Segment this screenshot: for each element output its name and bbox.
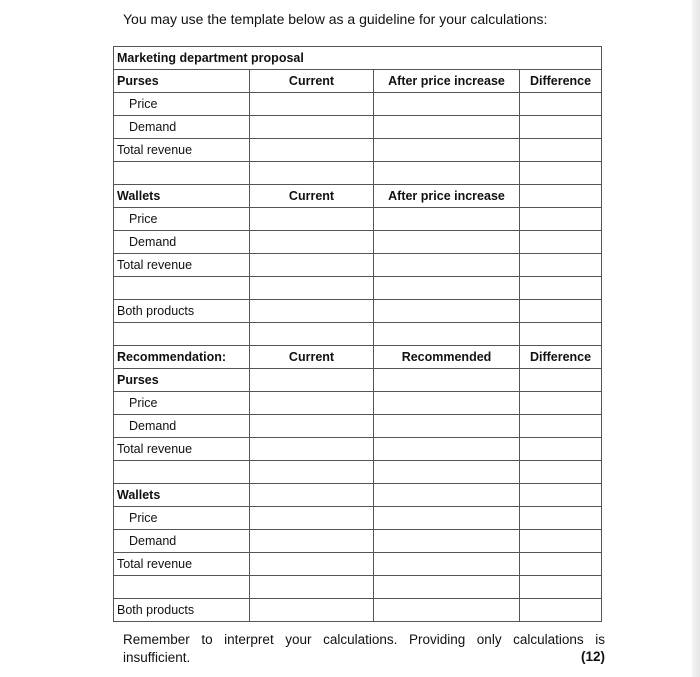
table-row [114,530,602,553]
table-cell[interactable] [250,392,374,415]
table-cell[interactable] [250,254,374,277]
table-row [114,300,602,323]
table-cell[interactable] [520,461,602,484]
calculation-template-table [113,46,602,622]
table-cell[interactable] [250,438,374,461]
table-cell[interactable] [520,484,602,507]
table-row [114,599,602,622]
table-row [114,484,602,507]
col-after-increase-header: After price increase [374,185,520,208]
page-edge-shadow [692,0,700,677]
col-current-header: Current [250,346,374,369]
row-label-demand: Demand [114,530,250,553]
table-cell[interactable] [374,507,520,530]
table-cell[interactable] [520,300,602,323]
table-cell[interactable] [250,553,374,576]
wallets-header: Wallets [114,484,250,507]
table-cell[interactable] [114,576,250,599]
table-cell[interactable] [374,323,520,346]
col-current-header: Current [250,70,374,93]
table-cell[interactable] [374,484,520,507]
col-after-increase-header: After price increase [374,70,520,93]
table-cell[interactable] [520,208,602,231]
table-cell[interactable] [250,139,374,162]
row-label-price: Price [114,208,250,231]
table-row [114,369,602,392]
purses-header: Purses [114,70,250,93]
table-cell[interactable] [114,277,250,300]
table-cell[interactable] [250,208,374,231]
table-cell[interactable] [520,162,602,185]
table-cell[interactable] [374,576,520,599]
table-row [114,185,602,208]
row-label-total-revenue: Total revenue [114,438,250,461]
table-cell[interactable] [374,139,520,162]
table-cell[interactable] [520,139,602,162]
table-cell[interactable] [520,277,602,300]
row-label-demand: Demand [114,116,250,139]
col-difference-header: Difference [520,70,602,93]
table-row [114,231,602,254]
table-row [114,576,602,599]
table-cell[interactable] [250,277,374,300]
table-cell[interactable] [250,576,374,599]
table-cell[interactable] [520,599,602,622]
table-cell[interactable] [250,530,374,553]
table-cell[interactable] [520,231,602,254]
table-row [114,415,602,438]
table-cell[interactable] [374,162,520,185]
table-cell[interactable] [374,438,520,461]
wallets-header: Wallets [114,185,250,208]
row-label-total-revenue: Total revenue [114,553,250,576]
row-label-price: Price [114,507,250,530]
table-cell[interactable] [520,185,602,208]
table-row [114,139,602,162]
intro-text: You may use the template below as a guideline for your calculations: [123,11,548,27]
row-label-price: Price [114,93,250,116]
table-row [114,70,602,93]
table-cell[interactable] [250,162,374,185]
table-cell[interactable] [250,461,374,484]
table-row [114,162,602,185]
col-current-header: Current [250,185,374,208]
table-row [114,93,602,116]
row-label-price: Price [114,392,250,415]
table-row [114,553,602,576]
table-cell[interactable] [520,93,602,116]
row-label-demand: Demand [114,415,250,438]
table-row [114,277,602,300]
table-cell[interactable] [374,254,520,277]
instruction-text: Remember to interpret your calculations. Providing only calculations is insufficient. [123,632,605,665]
table-cell[interactable] [520,507,602,530]
table-cell[interactable] [250,116,374,139]
table-cell[interactable] [520,323,602,346]
table-cell[interactable] [374,93,520,116]
table-cell[interactable] [114,461,250,484]
table-cell[interactable] [374,208,520,231]
row-label-both-products: Both products [114,300,250,323]
table-cell[interactable] [250,369,374,392]
col-difference-header: Difference [520,346,602,369]
table-row [114,47,602,70]
row-label-demand: Demand [114,231,250,254]
row-label-both-products: Both products [114,599,250,622]
table-row [114,461,602,484]
table-row [114,254,602,277]
table-cell[interactable] [374,300,520,323]
table-cell[interactable] [250,231,374,254]
table-row [114,438,602,461]
table-cell[interactable] [250,323,374,346]
table-cell[interactable] [520,415,602,438]
table-title: Marketing department proposal [114,47,602,70]
table-cell[interactable] [374,116,520,139]
table-cell[interactable] [520,576,602,599]
table-cell[interactable] [374,415,520,438]
table-cell[interactable] [250,599,374,622]
table-cell[interactable] [520,116,602,139]
table-cell[interactable] [374,231,520,254]
table-row [114,507,602,530]
recommendation-header: Recommendation: [114,346,250,369]
table-cell[interactable] [250,93,374,116]
table-cell[interactable] [374,553,520,576]
table-cell[interactable] [250,484,374,507]
table-cell[interactable] [520,392,602,415]
table-cell[interactable] [250,300,374,323]
table-row [114,208,602,231]
table-row [114,323,602,346]
row-label-total-revenue: Total revenue [114,139,250,162]
table-cell[interactable] [520,254,602,277]
table-cell[interactable] [374,530,520,553]
table-cell[interactable] [520,530,602,553]
row-label-total-revenue: Total revenue [114,254,250,277]
table-cell[interactable] [374,369,520,392]
col-recommended-header: Recommended [374,346,520,369]
table-cell[interactable] [520,438,602,461]
table-cell[interactable] [520,553,602,576]
table-cell[interactable] [114,323,250,346]
table-cell[interactable] [374,277,520,300]
table-cell[interactable] [520,369,602,392]
marks-label: (12) [580,649,605,664]
table-cell[interactable] [250,507,374,530]
table-row [114,392,602,415]
table-cell[interactable] [374,392,520,415]
table-cell[interactable] [374,461,520,484]
table-cell[interactable] [250,415,374,438]
table-row [114,346,602,369]
purses-header: Purses [114,369,250,392]
table-cell[interactable] [114,162,250,185]
table-cell[interactable] [374,599,520,622]
table-row [114,116,602,139]
